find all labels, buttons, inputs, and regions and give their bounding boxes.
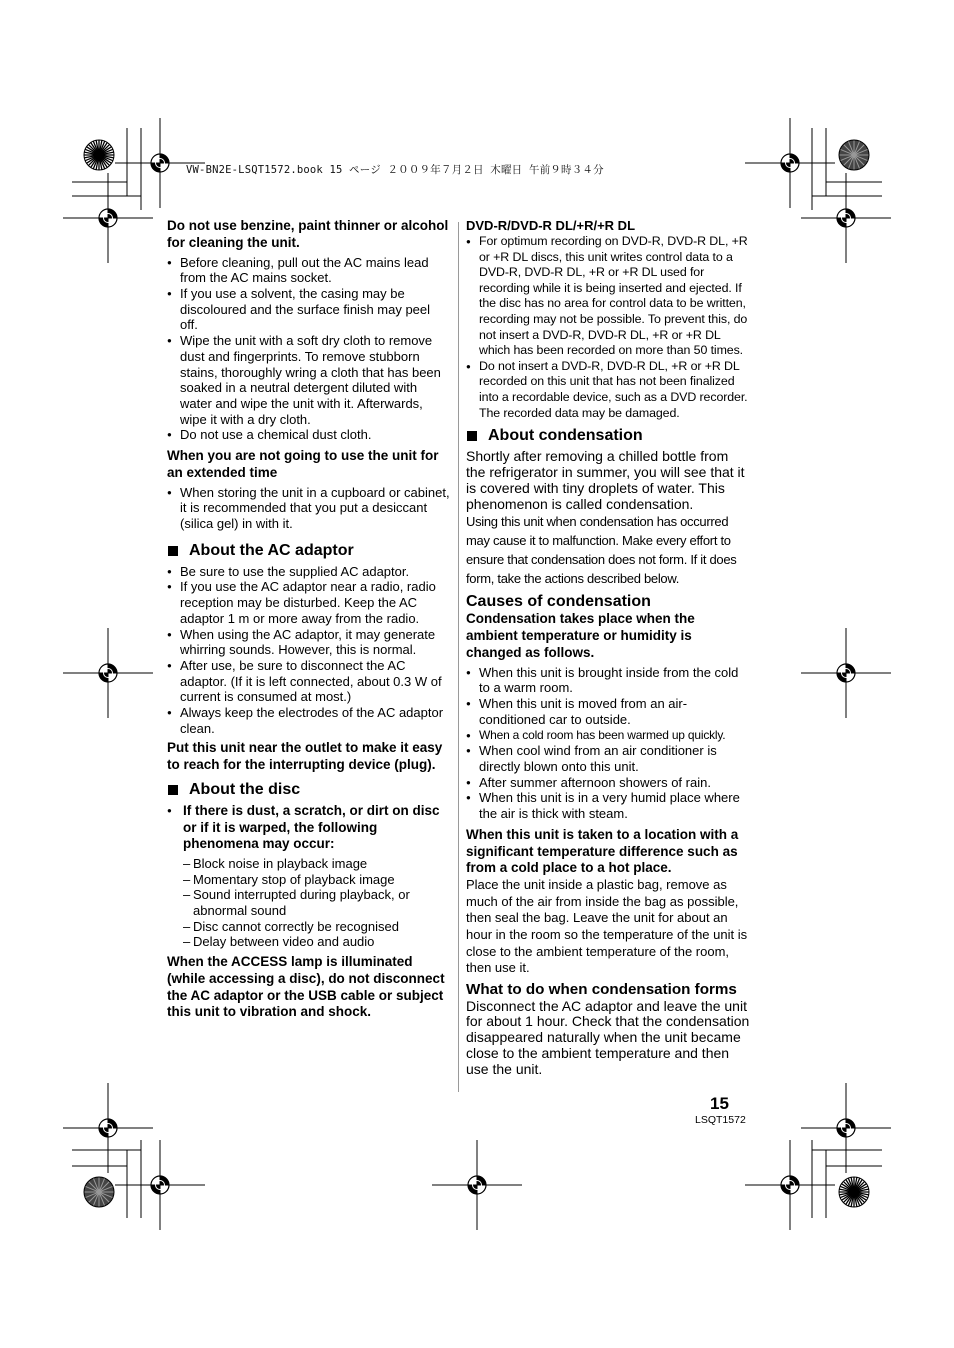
list-item: ● If you use the AC adaptor near a radio, radio reception may be disturbed. Keep the AC adaptor 1 m or more away from the radio. (167, 579, 450, 626)
benzine-heading: Do not use benzine, paint thinner or alcohol for cleaning the unit. (167, 218, 449, 250)
access-lamp-note: When the ACCESS lamp is illuminated (while accessing a disc), do not disconnect the AC adaptor or the USB cable or subject this unit to vibration and shock. (167, 954, 445, 1020)
list-item: ● Wipe the unit with a soft dry cloth to remove dust and fingerprints. To remove stubborn stains, thoroughly wring a cloth that has been soaked in a neutral detergent diluted with water and wipe the unit with it. Afterwards, wipe it with a dry cloth. (167, 333, 450, 427)
page-number: 15 (710, 1094, 729, 1113)
causes-heading: Causes of condensation (466, 593, 651, 611)
list-item: ● When a cold room has been warmed up quickly. (466, 728, 750, 744)
location-body: Place the unit inside a plastic bag, remove as much of the air from inside the bag as possible, then seal the bag. Leave the unit for about an hour in the room so the temperature of the unit is close to the ambient temperature of the room, then use it. (466, 877, 748, 976)
print-header-line: VW-BN2E-LSQT1572.book 15 ページ ２００９年７月２日 木曜日 午前９時３４分 (186, 164, 604, 176)
list-item: ● Do not use a chemical dust cloth. (167, 427, 450, 443)
list-item: ● After summer afternoon showers of rain. (466, 775, 750, 791)
column-divider (458, 222, 459, 1092)
ac-adaptor-heading (167, 541, 450, 561)
forms-body: Disconnect the AC adaptor and leave the unit for about 1 hour. Check that the condensation disappeared naturally when the unit became close to the ambient temperature and then use the unit. (466, 997, 750, 1077)
disc-list (167, 803, 450, 853)
disc-heading-text: About the disc (189, 781, 301, 799)
dvd-heading: DVD-R/DVD-R DL/+R/+R DL (466, 218, 636, 233)
list-item: – Sound interrupted during playback, or abnormal sound (183, 887, 450, 918)
condensation-heading-text: About condensation (488, 427, 643, 445)
storage-list (167, 485, 450, 532)
ac-adaptor-list (167, 564, 450, 737)
dvd-list (466, 234, 750, 421)
list-item: ● When cool wind from an air conditioner is directly blown onto this unit. (466, 743, 750, 774)
list-item: ● Be sure to use the supplied AC adaptor. (167, 564, 450, 580)
list-item: ● Do not insert a DVD-R, DVD-R DL, +R or +R DL recorded on this unit that has not been finalized into a recordable device, such as a DVD recorder. The recorded data may be damaged. (466, 359, 750, 421)
square-bullet-icon (168, 785, 178, 795)
list-item: – Block noise in playback image (183, 856, 450, 872)
location-lead: When this unit is taken to a location with a significant temperature difference such as from a cold place to a hot place. (466, 826, 739, 876)
list-item: ● When this unit is in a very humid place where the air is thick with steam. (466, 790, 750, 821)
list-item: ● When this unit is brought inside from the cold to a warm room. (466, 665, 750, 696)
disc-phenomena-list (167, 856, 450, 950)
condensation-intro: Shortly after removing a chilled bottle from the refrigerator in summer, you will see that it is covered with tiny droplets of water. This phenomenon is called condensation. (466, 448, 745, 512)
condensation-warning: Using this unit when condensation has occurred may cause it to malfunction. Make every effort to ensure that condensation does not form. If it does form, take the actions described below. (466, 514, 737, 587)
model-code: LSQT1572 (695, 1114, 746, 1126)
ac-adaptor-heading-text: About the AC adaptor (189, 541, 354, 559)
list-item: ● If you use a solvent, the casing may be discoloured and the surface finish may peel off. (167, 286, 450, 333)
list-item: ● For optimum recording on DVD-R, DVD-R DL, +R or +R DL discs, this unit writes control data to a DVD-R, DVD-R DL, +R or +R DL used for recording while it is being inserted and ejected. If the disc has no area for control data to be written, recording may not be possible. To prevent this, do not insert a DVD-R, DVD-R DL, +R or +R DL which has been recorded on more than 50 times. (466, 234, 750, 359)
list-item: ● Always keep the electrodes of the AC adaptor clean. (167, 705, 450, 736)
causes-list (466, 665, 750, 822)
outlet-note: Put this unit near the outlet to make it easy to reach for the interrupting device (plug). (167, 740, 443, 773)
list-item: ● If there is dust, a scratch, or dirt on disc or if it is warped, the following phenomena may occur: (167, 803, 450, 853)
disc-heading (167, 780, 450, 800)
list-item: ● Before cleaning, pull out the AC mains lead from the AC mains socket. (167, 255, 450, 286)
list-item: ● When this unit is moved from an air-conditioned car to outside. (466, 696, 750, 727)
list-item: – Disc cannot correctly be recognised (183, 919, 450, 935)
square-bullet-icon (467, 431, 477, 441)
list-item: ● After use, be sure to disconnect the AC adaptor. (If it is left connected, about 0.3 W of current is consumed at most.) (167, 658, 450, 705)
list-item: ● When storing the unit in a cupboard or cabinet, it is recommended that you put a desiccant (silica gel) in with it. (167, 485, 450, 532)
square-bullet-icon (168, 546, 178, 556)
list-item: – Delay between video and audio (183, 934, 450, 950)
list-item: – Momentary stop of playback image (183, 872, 450, 888)
storage-heading: When you are not going to use the unit for an extended time (167, 448, 439, 480)
causes-lead: Condensation takes place when the ambient temperature or humidity is changed as follows. (466, 611, 695, 660)
right-column (466, 218, 750, 1081)
benzine-list (167, 255, 450, 443)
condensation-heading (466, 426, 750, 446)
list-item: ● When using the AC adaptor, it may generate whirring sounds. However, this is normal. (167, 627, 450, 658)
forms-heading: What to do when condensation forms (466, 980, 737, 998)
left-column (167, 218, 450, 1024)
